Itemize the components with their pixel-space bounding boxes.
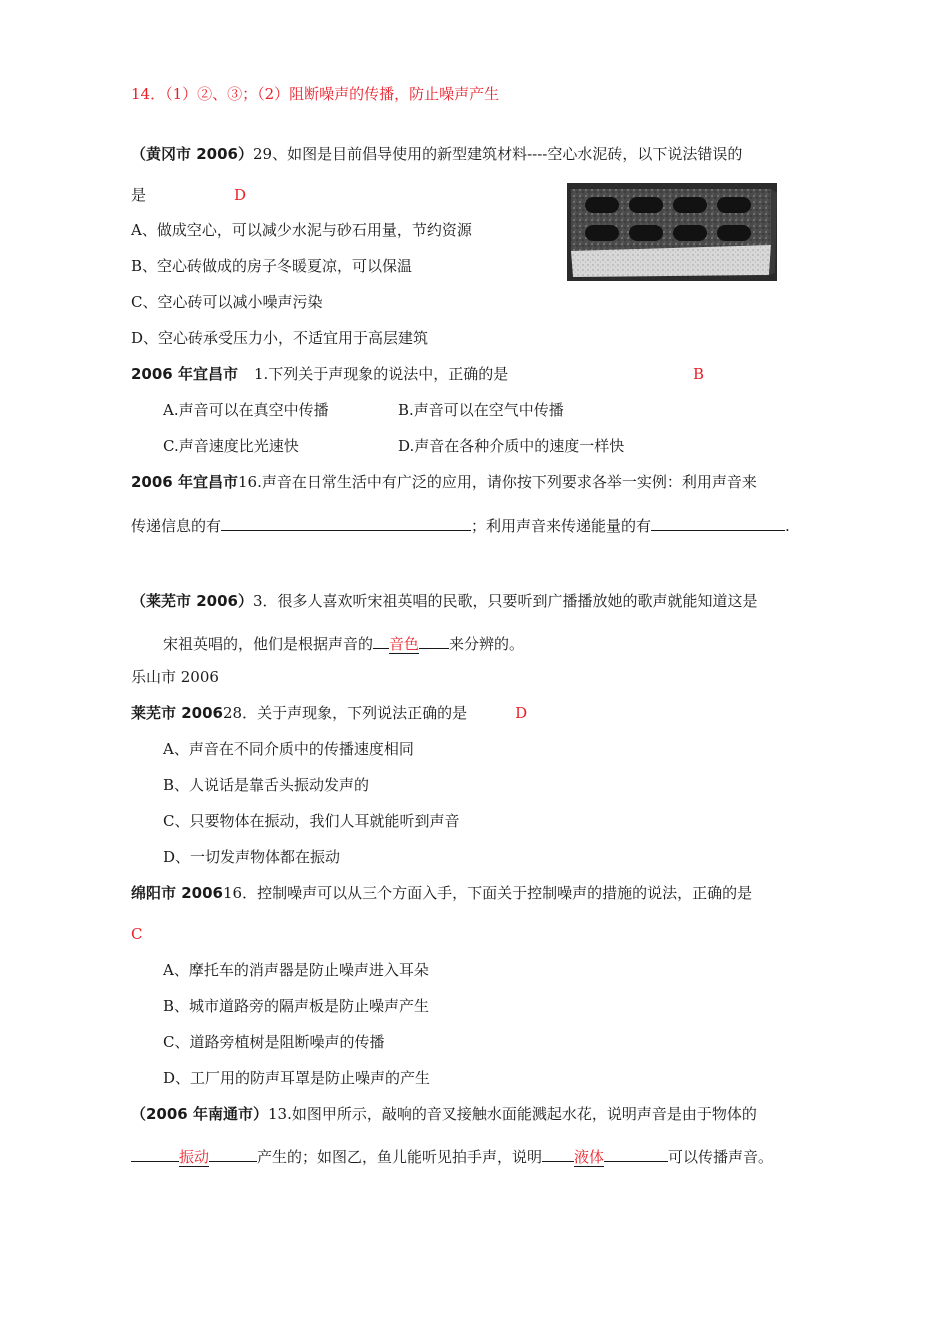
laiwu28-option-a: A、声音在不同介质中的传播速度相同: [163, 740, 414, 758]
mianyang16-option-d: D、工厂用的防声耳罩是防止噪声的产生: [163, 1069, 431, 1087]
laiwu3-blank-pre: [373, 632, 389, 649]
energy-blank[interactable]: [651, 514, 785, 531]
nantong13-line2-b: 可以传播声音。: [668, 1148, 774, 1166]
laiwu3-line2-a: 宋祖英唱的，他们是根据声音的: [163, 635, 374, 653]
q29-stem-line2: [131, 185, 246, 205]
nantong13-blank1-pre: [131, 1145, 179, 1162]
mianyang16-stem-line: [131, 883, 752, 903]
nantong13-stem: 13.如图甲所示，敲响的音叉接触水面能溅起水花，说明声音是由于物体的: [267, 1105, 757, 1123]
leshan-label: 乐山市 2006: [131, 668, 219, 686]
mianyang16-option-b: B、城市道路旁的隔声板是防止噪声产生: [163, 997, 430, 1015]
yichang16-stem-line: [131, 472, 757, 492]
hollow-brick-image: [567, 183, 777, 281]
yichang1-option-b: B.声音可以在空气中传播: [398, 401, 564, 419]
nantong13-answer1: 振动: [179, 1148, 210, 1166]
yichang16-line2-a: 传递信息的有: [131, 517, 222, 535]
yichang1-stem: 1.下列关于声现象的说法中，正确的是: [253, 365, 509, 383]
yichang16-source: 2006 年宜昌市: [131, 473, 238, 491]
yichang16-line2-b: ；利用声音来传递能量的有: [471, 517, 652, 535]
laiwu28-stem-line: [131, 703, 527, 723]
nantong13-line2-a: 产生的；如图乙，鱼儿能听见拍手声，说明: [257, 1148, 543, 1166]
laiwu28-stem: 28．关于声现象，下列说法正确的是: [222, 704, 468, 722]
laiwu3-line2-b: 来分辨的。: [449, 635, 525, 653]
yichang1-option-a: A.声音可以在真空中传播: [163, 401, 329, 419]
nantong13-source: （2006 年南通市）: [131, 1105, 268, 1123]
nantong13-answer2: 液体: [574, 1148, 605, 1166]
yichang1-option-c: C.声音速度比光速快: [163, 437, 299, 455]
info-blank[interactable]: [221, 514, 471, 531]
q29-stem2: 是: [131, 186, 147, 204]
laiwu3-blank-post: [419, 632, 449, 649]
mianyang16-option-c: C、道路旁植树是阻断噪声的传播: [163, 1033, 385, 1051]
laiwu28-option-c: C、只要物体在振动，我们人耳就能听到声音: [163, 812, 460, 830]
q29-option-b: B、空心砖做成的房子冬暖夏凉，可以保温: [131, 257, 413, 275]
nantong13-blank2-pre: [542, 1145, 574, 1162]
q29-answer: D: [234, 186, 247, 204]
yichang1-source: 2006 年宜昌市: [131, 365, 238, 383]
laiwu3-line2: [163, 632, 524, 654]
mianyang16-answer: C: [131, 925, 143, 943]
laiwu3-stem-line: [131, 591, 758, 611]
mianyang16-stem: 16．控制噪声可以从三个方面入手，下面关于控制噪声的措施的说法，正确的是: [222, 884, 753, 902]
laiwu28-source: 莱芜市 2006: [131, 704, 223, 722]
laiwu3-stem: 3．很多人喜欢听宋祖英唱的民歌，只要听到广播播放她的歌声就能知道这是: [252, 592, 758, 610]
nantong13-stem-line: [131, 1104, 757, 1124]
yichang1-option-d: D.声音在各种介质中的速度一样快: [398, 437, 625, 455]
q29-option-a: A、做成空心，可以减少水泥与砂石用量，节约资源: [131, 221, 472, 239]
laiwu3-answer: 音色: [389, 635, 420, 653]
laiwu3-source: （莱芜市 2006）: [131, 592, 253, 610]
q29-stem-line: [131, 144, 742, 164]
laiwu28-answer: D: [515, 704, 528, 722]
laiwu28-option-d: D、一切发声物体都在振动: [163, 848, 341, 866]
q29-stem: 29、如图是目前倡导使用的新型建筑材料----空心水泥砖，以下说法错误的: [252, 145, 743, 163]
laiwu28-option-b: B、人说话是靠舌头振动发声的: [163, 776, 370, 794]
mianyang16-source: 绵阳市 2006: [131, 884, 223, 902]
yichang1-stem-line: [131, 364, 508, 384]
yichang16-line2: [131, 514, 790, 536]
nantong13-blank1-post: [209, 1145, 257, 1162]
q29-option-d: D、空心砖承受压力小，不适宜用于高层建筑: [131, 329, 429, 347]
nantong13-line2: [131, 1145, 773, 1167]
q29-option-c: C、空心砖可以减小噪声污染: [131, 293, 323, 311]
mianyang16-option-a: A、摩托车的消声器是防止噪声进入耳朵: [163, 961, 429, 979]
yichang1-answer: B: [693, 365, 705, 383]
q14-answer: 14．（1）②、③；（2）阻断噪声的传播，防止噪声产生: [131, 85, 500, 103]
q29-source: （黄冈市 2006）: [131, 145, 253, 163]
yichang16-line2-end: .: [785, 517, 790, 535]
nantong13-blank2-post: [604, 1145, 668, 1162]
yichang16-stem: 16.声音在日常生活中有广泛的应用，请你按下列要求各举一实例：利用声音来: [237, 473, 757, 491]
